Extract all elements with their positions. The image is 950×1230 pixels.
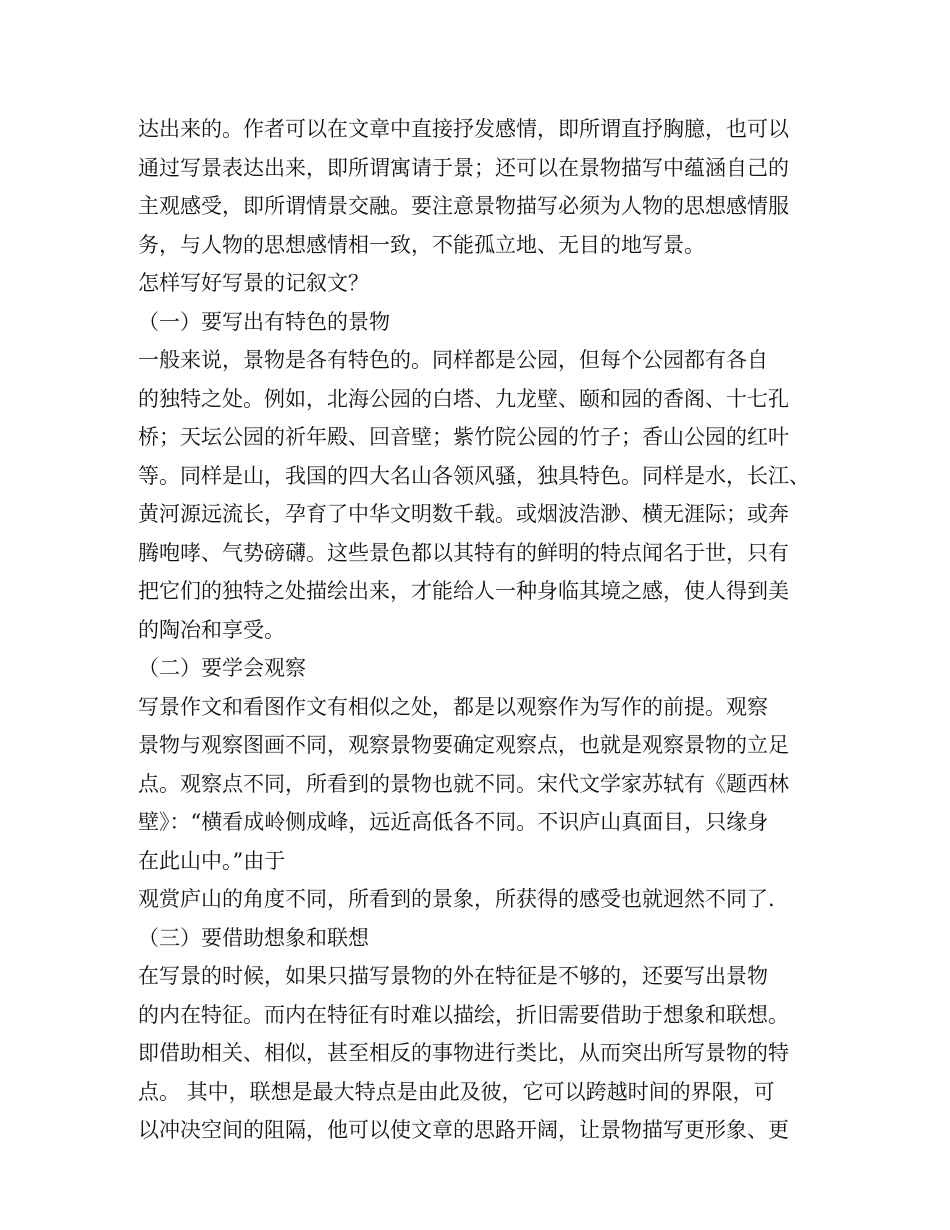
text-line: 写景作文和看图作文有相似之处，都是以观察作为写作的前提。观察: [138, 694, 768, 719]
text-line: 以冲决空间的阻隔，他可以使文章的思路开阔，让景物描写更形象、更: [138, 1118, 789, 1142]
text-line: 壁》：“横看成岭侧成峰，远近高低各不同。不识庐山真面目，只缘身: [138, 810, 769, 834]
text-line: 点。 其中，联想是最大特点是由此及彼，它可以跨越时间的界限，可: [138, 1079, 775, 1104]
text-line: 景物与观察图画不同，观察景物要确定观察点，也就是观察景物的立足: [138, 733, 789, 757]
text-line: 的内在特征。而内在特征有时难以描绘，折旧需要借助于想象和联想。: [138, 1002, 789, 1027]
section-heading-2: （二）要学会观察: [138, 656, 306, 680]
text-line: 腾咆哮、气势磅礴。这些景色都以其特有的鲜明的特点闻名于世，只有: [138, 540, 789, 565]
text-line: 的陶冶和享受。: [138, 617, 285, 642]
section-heading-1: （一）要写出有特色的景物: [138, 309, 390, 334]
body-text: [138, 110, 838, 1150]
text-line: 主观感受，即所谓情景交融。要注意景物描写必须为人物的思想感情服: [138, 194, 789, 218]
text-line: 即借助相关、相似，甚至相反的事物进行类比，从而突出所写景物的特: [138, 1041, 789, 1065]
text-line: 达出来的。作者可以在文章中直接抒发感情，即所谓直抒胸臆，也可以: [138, 117, 789, 141]
text-line: 在写景的时候，如果只描写景物的外在特征是不够的，还要写出景物: [138, 964, 768, 988]
text-line: 等。同样是山，我国的四大名山各领风骚，独具特色。同样是水，长江、: [138, 463, 810, 488]
text-line: 在此山中。”由于: [138, 848, 286, 873]
section-heading-3: （三）要借助想象和联想: [138, 925, 369, 950]
section-question: 怎样写好写景的记叙文？: [138, 271, 369, 295]
text-line: 的独特之处。例如，北海公园的白塔、九龙壁、颐和园的香阁、十七孔: [138, 386, 789, 411]
text-line: 一般来说，景物是各有特色的。同样都是公园，但每个公园都有各自: [138, 348, 768, 372]
text-line: 通过写景表达出来，即所谓寓请于景；还可以在景物描写中蕴涵自己的: [138, 155, 789, 180]
text-line: 观赏庐山的角度不同，所看到的景象，所获得的感受也就迥然不同了.: [138, 887, 775, 911]
text-line: 把它们的独特之处描绘出来，才能给人一种身临其境之感，使人得到美: [138, 579, 789, 603]
text-line: 桥；天坛公园的祈年殿、回音壁；紫竹院公园的竹子；香山公园的红叶: [138, 425, 789, 449]
text-line: 点。观察点不同，所看到的景物也就不同。宋代文学家苏轼有《题西林: [138, 771, 789, 796]
text-line: 黄河源远流长，孕育了中华文明数千载。或烟波浩渺、横无涯际；或奔: [138, 502, 789, 526]
text-line: 务，与人物的思想感情相一致，不能孤立地、无目的地写景。: [138, 232, 705, 257]
